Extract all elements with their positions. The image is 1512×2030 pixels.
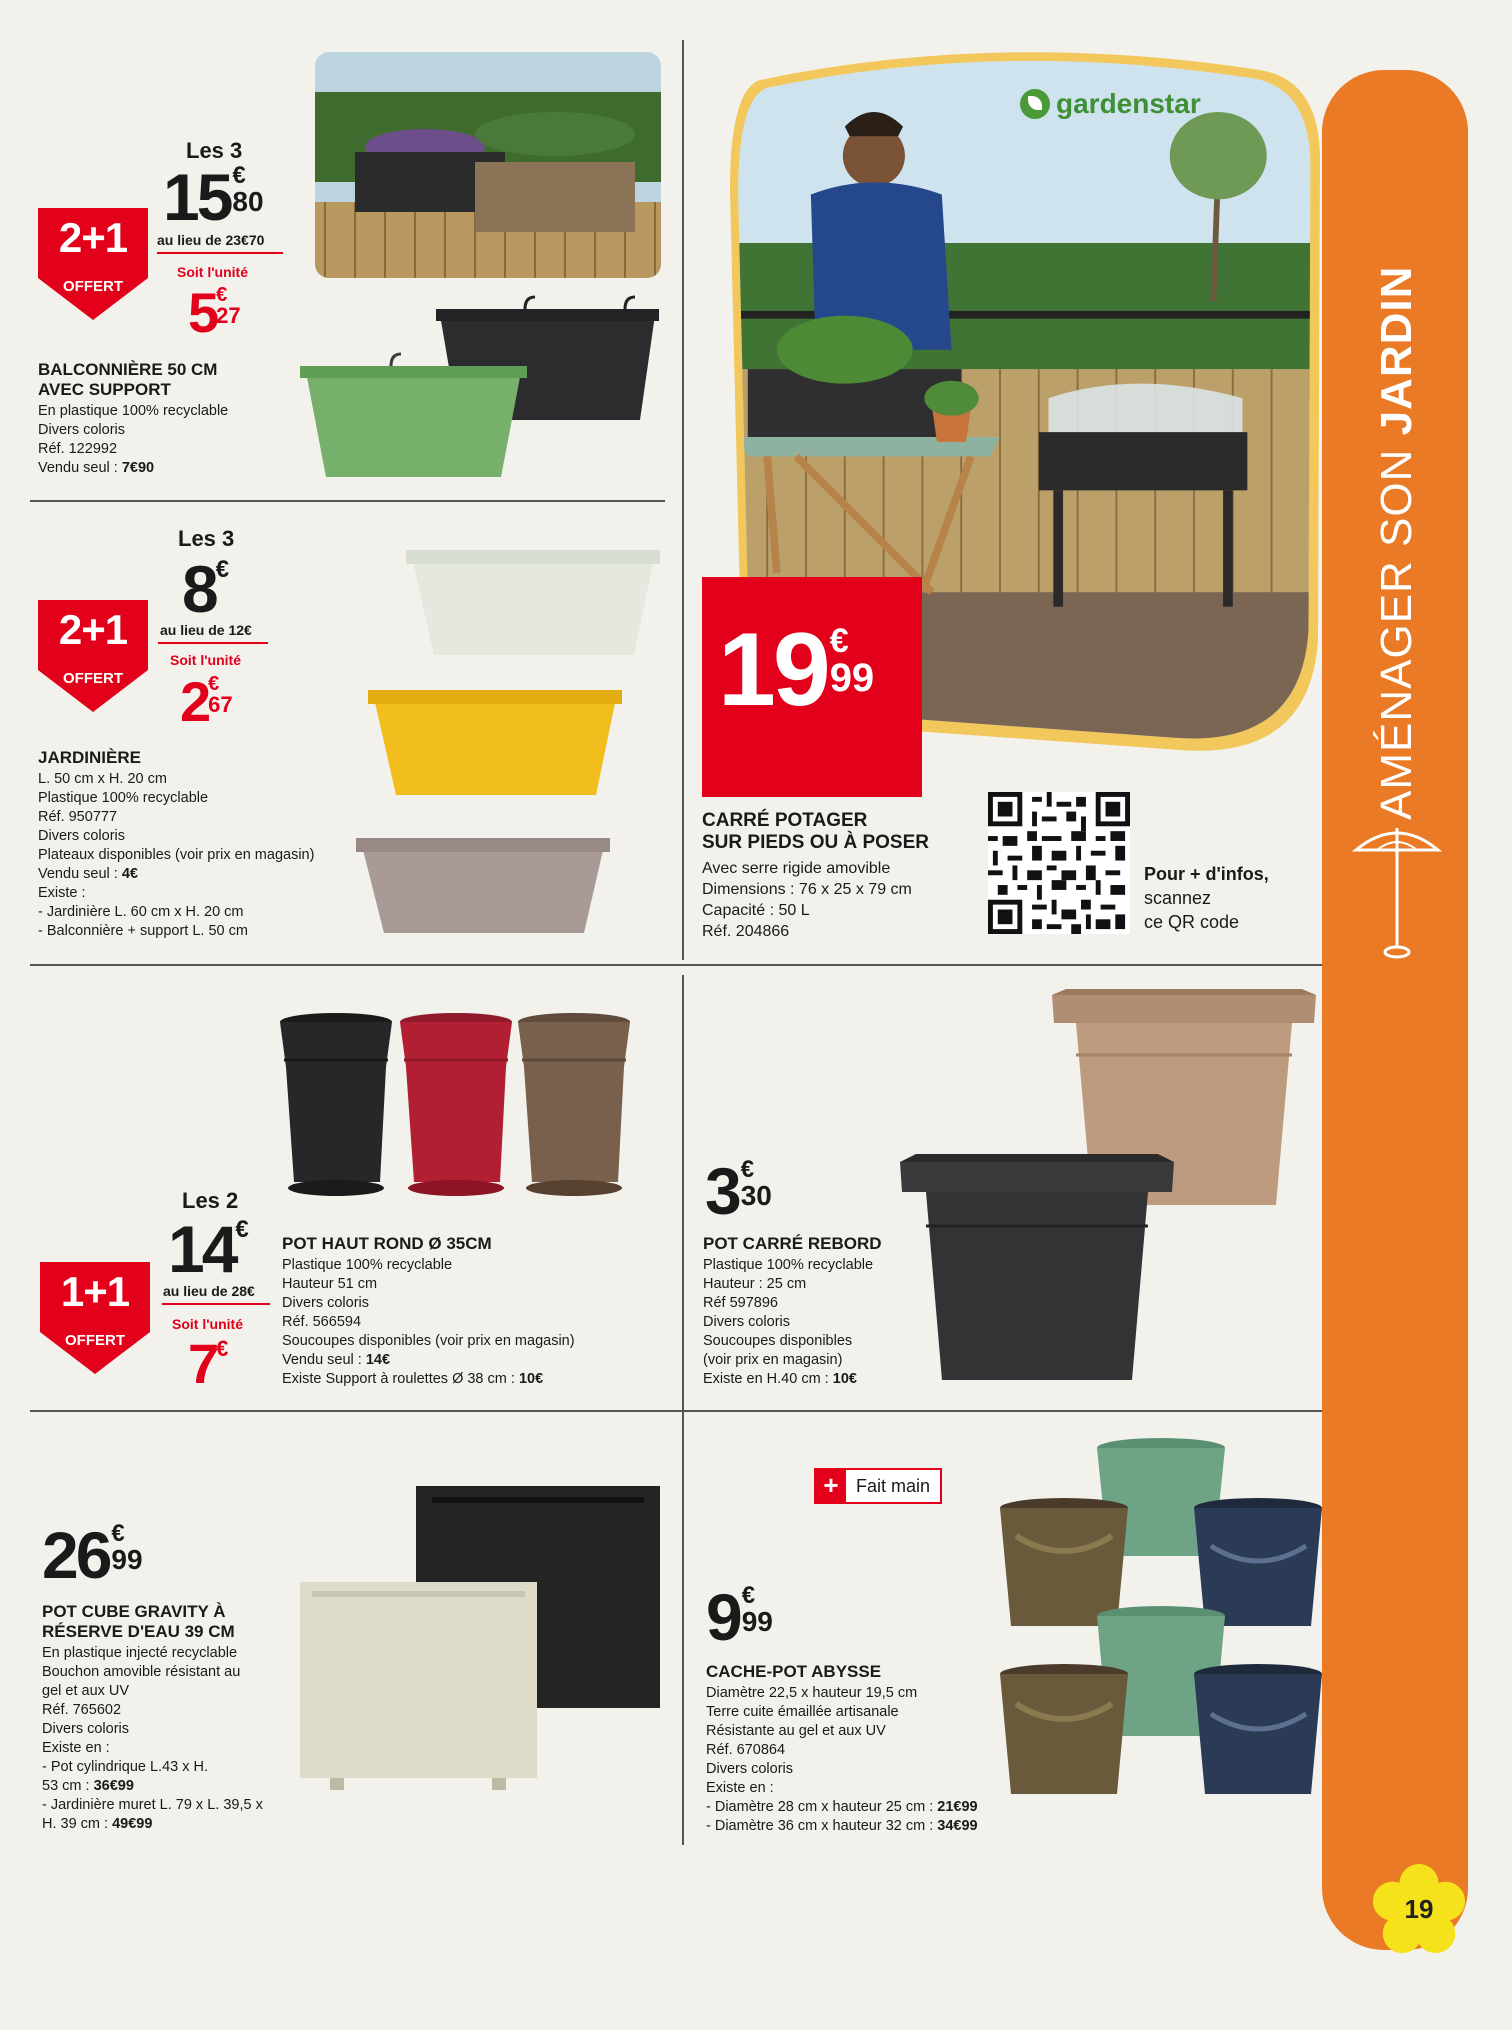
price-main [705,1154,772,1228]
unit-label: Soit l'unité [177,264,248,280]
brand-logo [1020,88,1201,120]
product-title-line: CARRÉ POTAGER [702,810,868,831]
balcony-photo [315,52,661,278]
price-integer: 9 [706,1580,740,1654]
price-euro: € [215,556,230,583]
unit-euro: € [216,1336,229,1361]
product-title-line: RÉSERVE D'EAU 39 CM [42,1622,235,1641]
desc-line: Réf. 950777 [38,809,118,825]
cache-pot-group-image [996,1436,1326,1806]
desc-line: Terre cuite émaillée artisanale [706,1704,899,1720]
price-main [718,612,875,728]
price-cents: 80 [232,186,264,217]
desc-line: Divers coloris [38,422,126,438]
cube-cream-image [296,1578,541,1793]
exists-line: - Pot cylindrique L.43 x H. [42,1759,209,1775]
desc-line: Hauteur 51 cm [282,1276,378,1292]
desc-line: Réf. 670864 [706,1742,786,1758]
price-integer: 3 [705,1154,739,1228]
price-main [168,1212,249,1286]
unit-integer: 7 [188,1332,217,1395]
sold-alone [38,865,314,884]
product-title [702,810,929,854]
desc-line: Réf. 566594 [282,1314,362,1330]
exists-label: Existe Support à roulettes Ø 38 cm : [282,1371,519,1387]
exists-line [706,1798,978,1817]
pot-round-black-image [278,1012,394,1202]
divider-row-1 [30,500,665,502]
unit-price [180,670,233,733]
price-euro: € [741,1582,756,1609]
price-main [163,160,264,234]
desc-line: (voir prix en magasin) [703,1352,843,1368]
desc-line: Soucoupes disponibles (voir prix en magasin) [282,1333,575,1349]
section-title-part2: JARDIN [1372,265,1421,436]
qr-code[interactable] [988,792,1130,934]
desc-line: Existe en : [706,1780,774,1796]
regular-price: au lieu de 28€ [163,1283,255,1299]
exists-price: 10€ [518,1371,544,1387]
price-integer: 14 [168,1212,236,1286]
product-description [282,1256,575,1389]
pot-square-black-image [894,1150,1180,1385]
pot-round-brown-image [516,1012,632,1202]
product-title: POT HAUT ROND Ø 35CM [282,1234,492,1253]
product-title [38,360,217,400]
desc-line: Résistante au gel et aux UV [706,1723,886,1739]
product-description [706,1684,978,1836]
jardiniere-yellow-image [364,680,626,800]
desc-line: L. 50 cm x H. 20 cm [38,771,167,787]
product-title-line: AVEC SUPPORT [38,380,171,399]
exists-label: - Diamètre 28 cm x hauteur 25 cm : [706,1799,938,1815]
desc-line: Divers coloris [703,1314,791,1330]
exists-line [42,1777,263,1796]
sold-alone-price: 7€90 [121,460,155,476]
sold-alone [38,459,228,478]
exists-price: 21€99 [937,1799,978,1815]
price-main [182,552,230,626]
offer-badge-big: 1+1 [60,1268,130,1315]
price-integer: 8 [182,552,216,626]
product-description [42,1644,263,1834]
price-integer: 19 [718,612,828,728]
price-main [42,1518,143,1592]
qr-caption-bold: Pour + d'infos, [1144,864,1269,884]
desc-line: Plateaux disponibles (voir prix en magasin) [38,847,315,863]
exists-line [282,1370,575,1389]
unit-cents: 67 [208,692,233,717]
price-separator [158,642,268,644]
price-cents: 99 [829,656,875,700]
desc-line: En plastique injecté recyclable [42,1645,238,1661]
product-title-line: SUR PIEDS OU À POSER [702,832,929,853]
offer-badge-big: 2+1 [58,606,128,653]
price-euro: € [111,1520,125,1547]
unit-price [188,281,241,344]
jardiniere-taupe-image [352,828,614,938]
qr-caption-line: scannez [1144,888,1212,908]
product-description [38,402,228,478]
exists-label: 53 cm : [42,1778,94,1794]
unit-integer: 5 [188,281,217,344]
unit-euro: € [216,284,228,306]
product-title: JARDINIÈRE [38,748,141,767]
page-number: 19 [1404,1894,1434,1924]
price-separator [157,252,283,254]
product-title-line: POT CUBE GRAVITY À [42,1602,226,1621]
product-description [703,1256,873,1389]
exists-line [42,1815,263,1834]
product-description [702,858,912,942]
exists-line: Existe : [38,885,86,901]
exists-line [703,1370,873,1389]
exists-price: 49€99 [112,1816,153,1832]
exists-line: - Jardinière muret L. 79 x L. 39,5 x [42,1797,263,1813]
exists-line: - Jardinière L. 60 cm x H. 20 cm [38,904,244,920]
desc-line: Dimensions : 76 x 25 x 79 cm [702,881,912,898]
handmade-badge [814,1468,942,1504]
price-cents: 99 [741,1606,773,1637]
qr-caption-line: ce QR code [1144,912,1240,932]
qr-caption [1144,862,1269,934]
desc-line: Divers coloris [282,1295,370,1311]
section-title-part1: AMÉNAGER SON [1372,435,1421,820]
divider-vertical-top [682,40,684,960]
lot-label: Les 2 [182,1188,239,1213]
exists-price: 36€99 [93,1778,134,1794]
offer-badge-small: OFFERT [65,1332,125,1349]
desc-line: Plastique 100% recyclable [282,1257,453,1273]
product-title: POT CARRÉ REBORD [703,1234,882,1253]
unit-euro: € [208,673,220,695]
desc-line: Soucoupes disponibles [703,1333,853,1349]
offer-badge-small: OFFERT [63,670,123,687]
jardiniere-white-image [402,540,664,660]
desc-line: gel et aux UV [42,1683,130,1699]
desc-line: Divers coloris [42,1721,130,1737]
divider-row-2 [30,964,1325,966]
sold-alone [282,1351,575,1370]
exists-price: 10€ [832,1371,857,1387]
desc-line: Diamètre 22,5 x hauteur 19,5 cm [706,1685,918,1701]
price-main [706,1580,773,1654]
product-title [42,1602,235,1642]
unit-label: Soit l'unité [170,652,241,668]
parasol-icon [1352,820,1442,965]
divider-row-3 [30,1410,1325,1412]
lot-label: Les 3 [178,526,235,551]
sold-alone-label: Vendu seul : [282,1352,366,1368]
product-description [38,770,314,941]
sold-alone-label: Vendu seul : [38,460,122,476]
desc-line: Hauteur : 25 cm [703,1276,807,1292]
desc-line: En plastique 100% recyclable [38,403,229,419]
price-euro: € [740,1156,755,1183]
offer-badge-small: OFFERT [63,278,123,295]
price-integer: 26 [42,1518,110,1592]
product-title-line: BALCONNIÈRE 50 CM [38,360,218,379]
unit-cents: 27 [216,303,241,328]
price-euro: € [235,1216,249,1243]
exists-label: H. 39 cm : [42,1816,113,1832]
exists-line [706,1817,978,1836]
leaf-icon [1020,89,1050,119]
exists-label: - Diamètre 36 cm x hauteur 32 cm : [706,1818,938,1834]
sold-alone-price: 4€ [121,866,138,882]
price-integer: 15 [163,160,231,234]
offer-badge-big: 2+1 [58,214,128,261]
desc-line: Divers coloris [706,1761,794,1777]
desc-line: Plastique 100% recyclable [703,1257,874,1273]
exists-price: 34€99 [937,1818,978,1834]
unit-integer: 2 [180,670,209,733]
desc-line: Réf. 765602 [42,1702,122,1718]
sold-alone-label: Vendu seul : [38,866,122,882]
product-title: CACHE-POT ABYSSE [706,1662,882,1681]
unit-price [188,1332,229,1395]
desc-line: Réf. 122992 [38,441,118,457]
desc-line: Plastique 100% recyclable [38,790,209,806]
price-euro: € [829,622,849,660]
handmade-label: Fait main [856,1475,931,1496]
desc-line: Réf 597896 [703,1295,778,1311]
desc-line: Divers coloris [38,828,126,844]
exists-line: - Balconnière + support L. 50 cm [38,923,248,939]
desc-line: Capacité : 50 L [702,902,810,919]
exists-label: Existe en H.40 cm : [703,1371,833,1387]
balconniere-green-image [296,352,531,482]
unit-label: Soit l'unité [172,1316,243,1332]
section-title [1372,266,1422,820]
brand-name: gardenstar [1056,88,1201,119]
desc-line: Réf. 204866 [702,923,790,940]
plus-icon: + [816,1470,846,1502]
price-separator [162,1303,270,1305]
price-cents: 99 [111,1544,143,1575]
price-euro: € [232,162,246,189]
lot-label: Les 3 [186,138,243,163]
regular-price: au lieu de 23€70 [157,232,265,248]
desc-line: Bouchon amovible résistant au [42,1664,241,1680]
regular-price: au lieu de 12€ [160,622,252,638]
pot-round-red-image [398,1012,514,1202]
price-cents: 30 [740,1180,772,1211]
desc-line: Existe en : [42,1740,110,1756]
sold-alone-price: 14€ [365,1352,391,1368]
desc-line: Avec serre rigide amovible [702,860,891,877]
